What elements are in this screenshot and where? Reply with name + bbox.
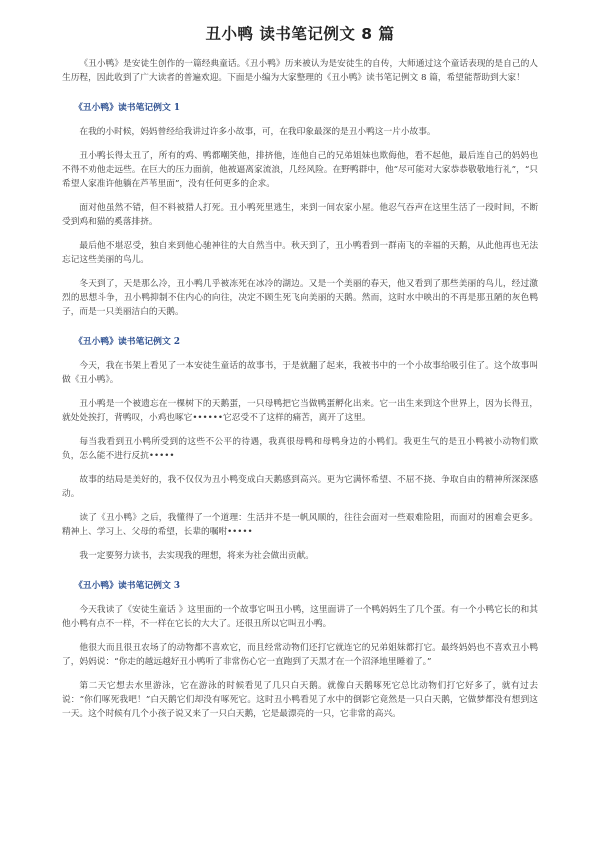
section-heading: 《丑小鸭》读书笔记例文 1 xyxy=(74,103,180,113)
paragraph: 冬天到了，天是那么冷，丑小鸭几乎被冻死在冰冷的湖边。又是一个美丽的春天，他又看到了那些美丽的鸟儿，经过激烈的思想斗争，丑小鸭抑制不住内心的向往，决定不顾生死飞向美丽的天鹅。然而，这时水中映出的不再是那丑陋的灰色鸭子，而是一只美丽洁白的天鹅。 xyxy=(62,279,538,317)
paragraph: 我一定要努力读书，去实现我的理想，将来为社会做出贡献。 xyxy=(79,551,314,561)
paragraph: 今天，我在书架上看见了一本安徒生童话的故事书，于是就翻了起来，我被书中的一个小故事给吸引住了。这个故事叫做《丑小鸭》。 xyxy=(62,361,538,385)
section-heading: 《丑小鸭》读书笔记例文 2 xyxy=(74,337,180,347)
intro-paragraph: 《丑小鸭》是安徒生创作的一篇经典童话。《丑小鸭》历来被认为是安徒生的自传，大师通过这个童话表现的是自己的人生历程，因此收到了广大读者的普遍欢迎。下面是小编为大家整理的《丑小鸭》读书笔记例文 8 篇，希望能帮助到大家！ xyxy=(62,59,538,83)
section-3 xyxy=(62,579,538,721)
paragraph: 故事的结局是美好的，我不仅仅为丑小鸭变成白天鹅感到高兴。更为它满怀希望、不屈不挠、争取自由的精神所深深感动。 xyxy=(62,475,538,499)
paragraph: 今天我读了《安徒生童话 》这里面的一个故事它叫丑小鸭，这里面讲了一个鸭妈妈生了几个蛋。有一个小鸭它长的和其他小鸭有点不一样，不一样在它长的大大了。还很丑所以它叫丑小鸭。 xyxy=(62,605,538,629)
page-title: 丑小鸭 读书笔记例文 8 篇 xyxy=(205,25,395,43)
paragraph: 第二天它想去水里游泳，它在游泳的时候看见了几只白天鹅。就像白天鹅啄死它总比动物们打它好多了，就有过去说：“你们啄死我吧！”白天鹅它们却没有啄死它。这时丑小鸭看见了水中的倒影它竟然是一只白天鹅，它做梦都没有想到这一天。这个时候有几个小孩子说又来了一只白天鹅，它是最漂亮的一只，它非常的高兴。 xyxy=(62,681,538,719)
paragraph: 他很大而且很丑农场了的动物都不喜欢它，而且经常动物们还打它就连它的兄弟姐妹都打它。最终妈妈也不喜欢丑小鸭了，妈妈说：“你走的越远越好丑小鸭听了非常伤心它一直跑到了天黑才在一个沼泽地里睡着了。” xyxy=(62,643,538,667)
paragraph: 面对他虽然不错，但不料被猎人打死。丑小鸭死里逃生，来到一间农家小屋。他忍气吞声在这里生活了一段时间，不断受到鸡和猫的奚落排挤。 xyxy=(62,203,538,227)
paragraph: 读了《丑小鸭》之后，我懂得了一个道理：生活并不是一帆风顺的，往往会面对一些艰难险阻，而面对的困难会更多。精神上、学习上、父母的希望，长辈的嘱咐••••• xyxy=(62,513,538,537)
section-2 xyxy=(62,335,538,563)
paragraph: 每当我看到丑小鸭所受到的这些不公平的待遇，我真很母鸭和母鸭身边的小鸭们。我更生气的是丑小鸭被小动物们欺负，怎么能不进行反抗••••• xyxy=(62,437,538,461)
section-heading: 《丑小鸭》读书笔记例文 3 xyxy=(74,581,180,591)
paragraph: 最后他不堪忍受，独自来到他心驰神往的大自然当中。秋天到了，丑小鸭看到一群南飞的幸福的天鹅，从此他再也无法忘记这些美丽的鸟儿。 xyxy=(62,241,538,265)
section-1 xyxy=(62,101,538,319)
paragraph: 丑小鸭长得太丑了，所有的鸡、鸭都嘲笑他，排挤他，连他自己的兄弟姐妹也欺侮他，看不起他，最后连自己的妈妈也不得不劝他走远些。在巨大的压力面前，他被逼离家流浪，几经风险。在野鸭群中，他“尽可能对大家恭恭敬敬地行礼”，“只希望人家准许他躺在芦苇里面”，没有任何更多的企求。 xyxy=(62,151,538,189)
paragraph: 丑小鸭是一个被遗忘在一棵树下的天鹅蛋，一只母鸭把它当做鸭蛋孵化出来。它一出生来到这个世界上，因为长得丑，就处处挨打，背鸭叹，小鸡也啄它••••••它忍受不了这样的痛苦，离开了这里。 xyxy=(62,399,538,423)
paragraph: 在我的小时候，妈妈曾经给我讲过许多小故事，可，在我印象最深的是丑小鸭这一片小故事。 xyxy=(79,127,436,137)
